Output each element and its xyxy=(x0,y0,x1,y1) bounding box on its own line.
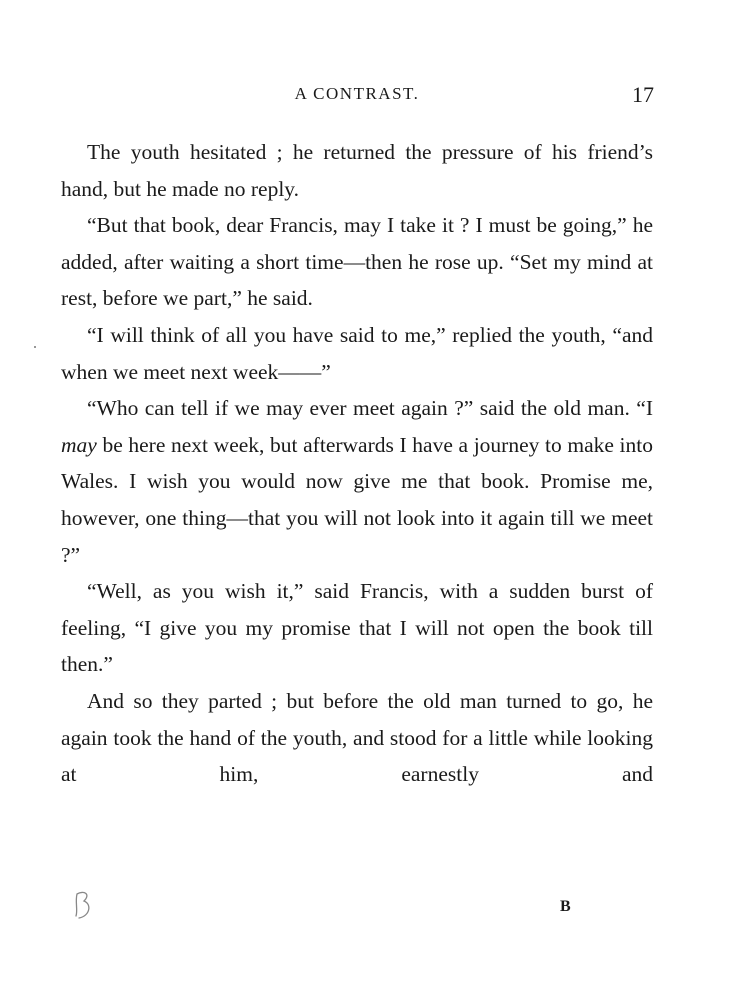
paragraph-4-emphasis: may xyxy=(61,432,97,457)
paragraph-2: “But that book, dear Francis, may I take it ? I must be going,” he added, after waiting a short time—then he rose up. “Set my mind at rest, before we part,” he said. xyxy=(61,213,653,311)
paragraph-4-before: “Who can tell if we may ever meet again ?” said the old man. “I xyxy=(87,396,653,421)
paragraph-4-after: be here next week, but afterwards I have a journey to make into Wales. I wish you would now give me that book. Promise me, however, one thing—that you will not look into it again till we meet ?” xyxy=(61,432,653,567)
paragraph-1: The youth hesitated ; he returned the pressure of his friend’s hand, but he made no reply. xyxy=(61,140,653,201)
running-head xyxy=(60,84,654,114)
paragraph-4 xyxy=(61,390,653,573)
body-text xyxy=(61,134,653,793)
paragraph-3: “I will think of all you have said to me,” replied the youth, “and when we meet next week——” xyxy=(61,322,653,384)
running-title: A CONTRAST. xyxy=(294,84,420,103)
signature-mark: B xyxy=(560,898,571,915)
page-number: 17 xyxy=(632,82,654,107)
paragraph-6: And so they parted ; but before the old man turned to go, he again took the hand of the youth, and stood for a little while looking at him, earnestly and xyxy=(61,688,653,787)
paragraph-5: “Well, as you wish it,” said Francis, with a sudden burst of feeling, “I give you my promise that I will not open the book till then.” xyxy=(61,579,653,677)
paper-speck xyxy=(34,346,36,348)
pencil-annotation-mark xyxy=(72,888,96,924)
